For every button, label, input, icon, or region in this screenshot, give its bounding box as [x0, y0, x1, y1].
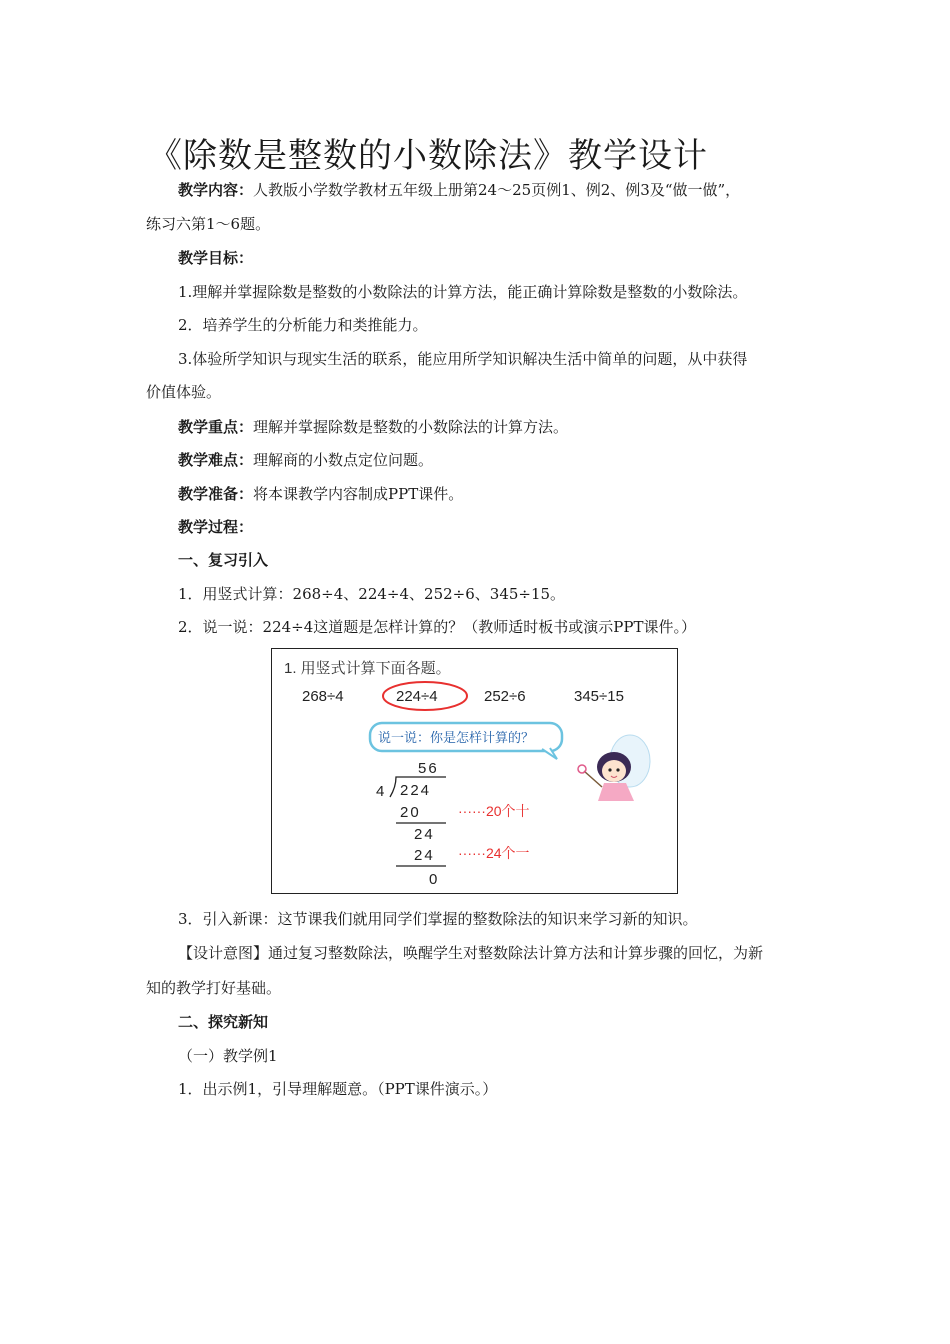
remainder-2: 0 [429, 871, 438, 888]
goal-item-3-cont: 价值体验。 [146, 383, 222, 401]
review-item-1: 1．用竖式计算：268÷4、224÷4、252÷6、345÷15。 [178, 585, 566, 603]
textbook-figure [271, 648, 678, 894]
content-line-1 [178, 180, 740, 200]
figure-canvas [272, 649, 677, 893]
eye-left [608, 768, 611, 771]
subtract-step-1: 20 [400, 804, 421, 821]
preparation-line [178, 484, 463, 504]
preparation-text: 将本课教学内容制成PPT课件。 [253, 485, 464, 503]
document-title: 《除数是整数的小数除法》教学设计 [148, 136, 708, 176]
section-2-heading: 二、探究新知 [178, 1013, 269, 1031]
girl-illustration [578, 735, 650, 801]
review-item-2: 2．说一说：224÷4这道题是怎样计算的？（教师适时板书或演示PPT课件。） [178, 618, 696, 636]
step-2-note: ······24个一 [458, 845, 530, 861]
problem-1: 268÷4 [302, 688, 344, 705]
keypoint-line [178, 417, 568, 437]
figure-heading: 1. 用竖式计算下面各题。 [284, 660, 451, 677]
difficulty-label: 教学难点： [178, 451, 254, 469]
subtract-step-2: 24 [414, 847, 435, 864]
problem-4: 345÷15 [574, 688, 624, 705]
difficulty-text: 理解商的小数点定位问题。 [253, 451, 434, 469]
preparation-label: 教学准备： [178, 485, 254, 503]
content-text-1: 人教版小学数学教材五年级上册第24～25页例1、例2、例3及“做一做”， [253, 181, 741, 199]
problem-2: 224÷4 [396, 688, 438, 705]
subsection-1-heading: （一）教学例1 [178, 1047, 278, 1065]
intent-text-1: 通过复习整数除法，唤醒学生对整数除法计算方法和计算步骤的回忆，为新 [268, 944, 764, 962]
keypoint-label: 教学重点： [178, 418, 254, 436]
content-line-2: 练习六第1～6题。 [146, 215, 271, 233]
example-1-item-1: 1．出示例1，引导理解题意。（PPT课件演示。） [178, 1080, 498, 1098]
divisor: 4 [376, 783, 385, 800]
intent-label: 【设计意图】 [178, 944, 269, 962]
goal-item-3: 3.体验所学知识与现实生活的联系，能应用所学知识解决生活中简单的问题，从中获得 [178, 350, 748, 368]
review-item-3: 3．引入新课：这节课我们就用同学们掌握的整数除法的知识来学习新的知识。 [178, 910, 698, 928]
dividend: 224 [400, 782, 432, 799]
face-shape [602, 760, 626, 782]
problem-3: 252÷6 [484, 688, 526, 705]
step-1-note: ······20个十 [458, 803, 530, 819]
speech-text: 说一说：你是怎样计算的？ [378, 730, 535, 745]
difficulty-line [178, 450, 433, 470]
intent-line-2: 知的教学打好基础。 [146, 979, 282, 997]
goal-item-2: 2．培养学生的分析能力和类推能力。 [178, 316, 428, 334]
eye-right [616, 768, 619, 771]
process-label: 教学过程： [178, 518, 254, 536]
section-1-heading: 一、复习引入 [178, 551, 269, 569]
goal-item-1: 1.理解并掌握除数是整数的小数除法的计算方法，能正确计算除数是整数的小数除法。 [178, 283, 748, 301]
intent-line-1 [178, 943, 763, 963]
wand-star-icon [578, 765, 586, 773]
content-label: 教学内容： [178, 181, 254, 199]
remainder-1: 24 [414, 826, 435, 843]
keypoint-text: 理解并掌握除数是整数的小数除法的计算方法。 [253, 418, 569, 436]
goals-label: 教学目标： [178, 249, 254, 267]
quotient: 56 [418, 760, 439, 777]
